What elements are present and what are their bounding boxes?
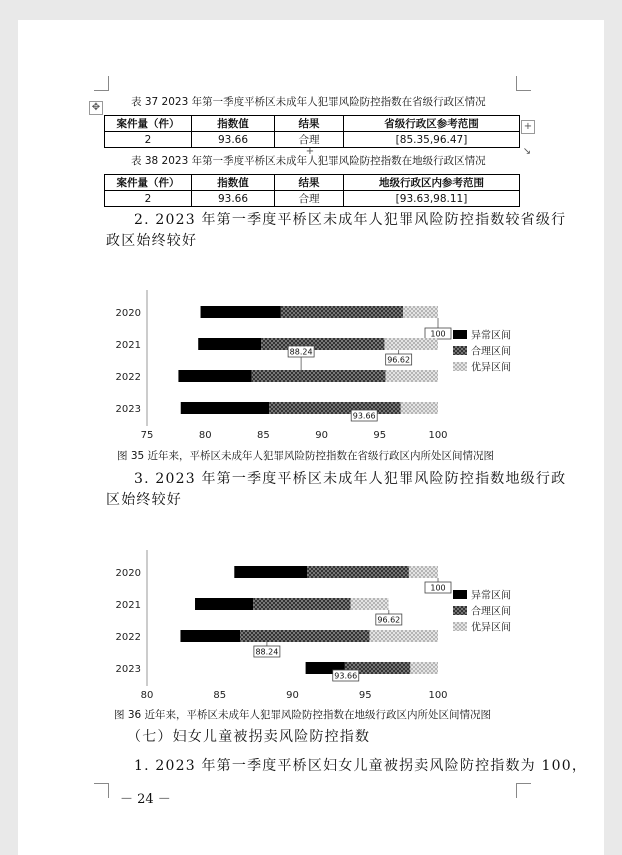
bar-segment-excellent: [351, 598, 389, 610]
table-cell: 合理: [275, 191, 344, 207]
bar-segment-excellent: [386, 370, 438, 382]
callout-label: 100: [430, 329, 446, 339]
x-tick-label: 100: [428, 430, 448, 441]
y-category-label: 2021: [115, 340, 141, 351]
x-tick-label: 85: [257, 430, 270, 441]
callout-label: 96.62: [377, 615, 401, 625]
bar-segment-reasonable: [253, 598, 350, 610]
paragraph-2-line-1: 2. 2023 年第一季度平桥区未成年人犯罪风险防控指数较省级行: [134, 212, 567, 228]
x-tick-label: 90: [315, 430, 328, 441]
figure-35-chart: [105, 290, 545, 440]
x-tick-label: 85: [213, 690, 227, 701]
x-tick-label: 100: [428, 690, 448, 701]
paragraph-2-line-2: 政区始终较好: [106, 233, 198, 249]
table-cell: 93.66: [192, 132, 275, 148]
figure-36-chart: [105, 550, 545, 700]
y-category-label: 2020: [115, 308, 141, 319]
table-header-cell: 案件量（件）: [105, 116, 192, 132]
bar-segment-abnormal: [198, 338, 261, 350]
callout-label: 93.66: [352, 411, 376, 421]
crop-mark-bottom-left: [94, 783, 109, 798]
legend-swatch: [453, 346, 467, 355]
x-tick-label: 90: [286, 690, 299, 701]
bar-segment-excellent: [370, 630, 438, 642]
x-tick-label: 80: [140, 690, 154, 701]
legend-swatch: [453, 622, 467, 631]
figure-36-caption: 图 36 近年来，平桥区未成年人犯罪风险防控指数在地级行政区内所处区间情况图: [114, 709, 492, 721]
crop-mark-top-left: [94, 76, 109, 91]
legend-label: 异常区间: [471, 330, 511, 342]
table-header-cell: 案件量（件）: [105, 175, 192, 191]
paragraph-3-line-2: 区始终较好: [106, 492, 182, 508]
callout-label: 100: [430, 583, 446, 593]
legend-label: 优异区间: [471, 362, 511, 374]
bar-segment-abnormal: [234, 566, 307, 578]
page-number: － 24 －: [120, 792, 171, 807]
legend-label: 合理区间: [471, 346, 511, 358]
paragraph-next-line-1: 1. 2023 年第一季度平桥区妇女儿童被拐卖风险防控指数为 100，: [134, 758, 588, 774]
bar-segment-reasonable: [269, 402, 401, 414]
table-header-cell: 指数值: [192, 116, 275, 132]
legend-label: 合理区间: [471, 606, 511, 618]
callout-label: 96.62: [387, 355, 411, 365]
bar-segment-abnormal: [180, 630, 240, 642]
table-cell: [85.35,96.47]: [344, 132, 520, 148]
y-category-label: 2020: [115, 568, 141, 579]
table-add-row-icon[interactable]: +: [305, 146, 315, 157]
bar-segment-abnormal: [201, 306, 281, 318]
bar-segment-abnormal: [178, 370, 251, 382]
paragraph-3-line-1: 3. 2023 年第一季度平桥区未成年人犯罪风险防控指数地级行政: [134, 471, 567, 487]
y-category-label: 2023: [115, 664, 141, 675]
table-resize-icon[interactable]: ↘: [522, 146, 532, 157]
legend-swatch: [453, 590, 467, 599]
bar-segment-abnormal: [181, 402, 269, 414]
table-header-cell: 结果: [275, 175, 344, 191]
y-category-label: 2022: [115, 632, 141, 643]
table-cell: 93.66: [192, 191, 275, 207]
table-header-cell: 地级行政区内参考范围: [344, 175, 520, 191]
table-header-cell: 省级行政区参考范围: [344, 116, 520, 132]
table-move-handle-icon[interactable]: ✥: [89, 101, 103, 115]
table-38-caption: 表 38 2023 年第一季度平桥区未成年人犯罪风险防控指数在地级行政区情况: [131, 155, 486, 167]
y-category-label: 2023: [115, 404, 141, 415]
bar-segment-reasonable: [307, 566, 409, 578]
legend-label: 优异区间: [471, 622, 511, 634]
y-category-label: 2021: [115, 600, 141, 611]
table-header-cell: 结果: [275, 116, 344, 132]
table-cell: 合理: [275, 132, 344, 148]
x-tick-label: 75: [140, 430, 154, 441]
crop-mark-top-right: [516, 76, 531, 91]
table-cell: 2: [105, 132, 192, 148]
bar-segment-excellent: [410, 662, 438, 674]
x-tick-label: 80: [198, 430, 212, 441]
legend-swatch: [453, 330, 467, 339]
crop-mark-bottom-right: [516, 783, 531, 798]
y-category-label: 2022: [115, 372, 141, 383]
table-add-column-icon[interactable]: +: [521, 120, 535, 134]
x-tick-label: 95: [373, 430, 387, 441]
table-cell: [93.63,98.11]: [344, 191, 520, 207]
table-cell: 2: [105, 191, 192, 207]
table-37-caption: 表 37 2023 年第一季度平桥区未成年人犯罪风险防控指数在省级行政区情况: [131, 96, 486, 108]
bar-segment-reasonable: [261, 338, 384, 350]
x-tick-label: 95: [358, 690, 372, 701]
bar-segment-reasonable: [252, 370, 386, 382]
table-header-cell: 指数值: [192, 175, 275, 191]
callout-label: 93.66: [334, 671, 358, 681]
bar-segment-abnormal: [195, 598, 253, 610]
figure-35-caption: 图 35 近年来，平桥区未成年人犯罪风险防控指数在省级行政区内所处区间情况图: [117, 450, 495, 462]
legend-label: 异常区间: [471, 590, 511, 602]
callout-label: 88.24: [255, 647, 279, 657]
callout-label: 88.24: [289, 347, 313, 357]
section-heading: （七）妇女儿童被拐卖风险防控指数: [127, 729, 371, 745]
table-38: [104, 174, 520, 207]
bar-segment-excellent: [384, 338, 438, 350]
legend-swatch: [453, 606, 467, 615]
table-37: [104, 115, 520, 148]
bar-segment-reasonable: [240, 630, 369, 642]
bar-segment-reasonable: [281, 306, 403, 318]
bar-segment-excellent: [403, 306, 438, 318]
bar-segment-excellent: [401, 402, 438, 414]
legend-swatch: [453, 362, 467, 371]
bar-segment-excellent: [409, 566, 438, 578]
